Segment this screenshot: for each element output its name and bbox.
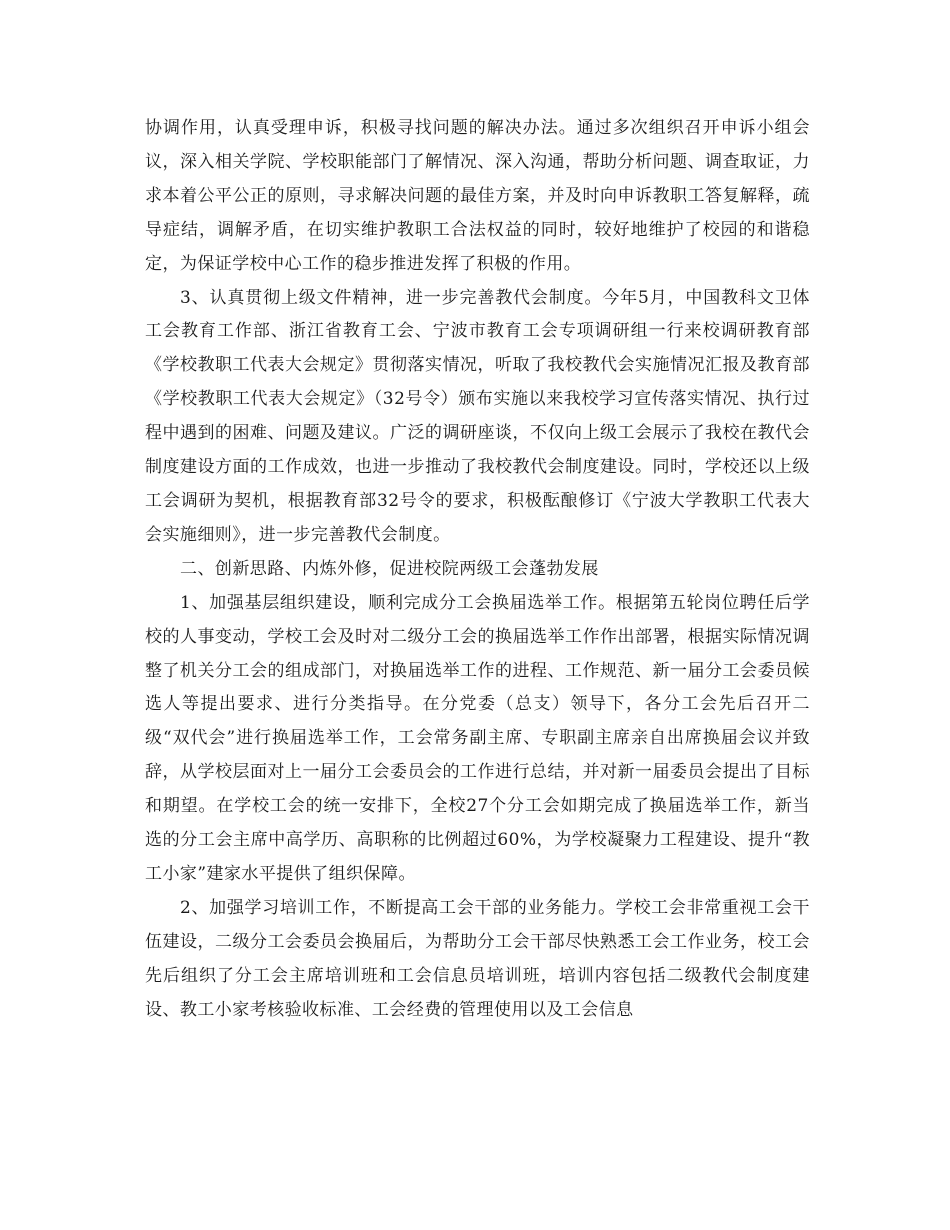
paragraph-training: 2、加强学习培训工作，不断提高工会干部的业务能力。学校工会非常重视工会干伍建设，二级分工会委员会换届后，为帮助分工会干部尽快熟悉工会工作业务，校工会先后组织了分工会主席培训班和工会信息员培训班，培训内容包括二级教代会制度建设、教工小家考核验收标准、工会经费的管理使用以及工会信息 [145, 897, 810, 1020]
paragraph-congress-system: 3、认真贯彻上级文件精神，进一步完善教代会制度。今年5月，中国教科文卫体工会教育工作部、浙江省教育工会、宁波市教育工会专项调研组一行来校调研教育部《学校教职工代表大会规定》贯彻落实情况，听取了我校教代会实施情况汇报及教育部《学校教职工代表大会规定》（32号令）颁布实施以来我校学习宣传落实情况、执行过程中遇到的困难、问题及建议。广泛的调研座谈，不仅向上级工会展示了我校在教代会制度建设方面的工作成效，也进一步推动了我校教代会制度建设。同时，学校还以上级工会调研为契机，根据教育部32号令的要求，积极酝酿修订《宁波大学教职工代表大会实施细则》，进一步完善教代会制度。 [145, 287, 810, 545]
paragraph-complaint-mediation: 协调作用，认真受理申诉，积极寻找问题的解决办法。通过多次组织召开申诉小组会议，深入相关学院、学校职能部门了解情况、深入沟通，帮助分析问题、调查取证，力求本着公平公正的原则，寻求解决问题的最佳方案，并及时向申诉教职工答复解释，疏导症结，调解矛盾，在切实维护教职工合法权益的同时，较好地维护了校园的和谐稳定，为保证学校中心工作的稳步推进发挥了积极的作用。 [145, 118, 810, 274]
section-heading-innovation: 二、创新思路、内炼外修，促进校院两级工会蓬勃发展 [180, 558, 599, 579]
paragraph-grassroots-election: 1、加强基层组织建设，顺利完成分工会换届选举工作。根据第五轮岗位聘任后学校的人事变动，学校工会及时对二级分工会的换届选举工作作出部署，根据实际情况调整了机关分工会的组成部门，对换届选举工作的进程、工作规范、新一届分工会委员候选人等提出要求、进行分类指导。在分党委（总支）领导下，各分工会先后召开二级“双代会”进行换届选举工作，工会常务副主席、专职副主席亲自出席换届会议并致辞，从学校层面对上一届分工会委员会的工作进行总结，并对新一届委员会提出了目标和期望。在学校工会的统一安排下，全校27个分工会如期完成了换届选举工作，新当选的分工会主席中高学历、高职称的比例超过60%，为学校凝聚力工程建设、提升“教工小家”建家水平提供了组织保障。 [145, 592, 810, 884]
document-page [145, 112, 810, 1027]
